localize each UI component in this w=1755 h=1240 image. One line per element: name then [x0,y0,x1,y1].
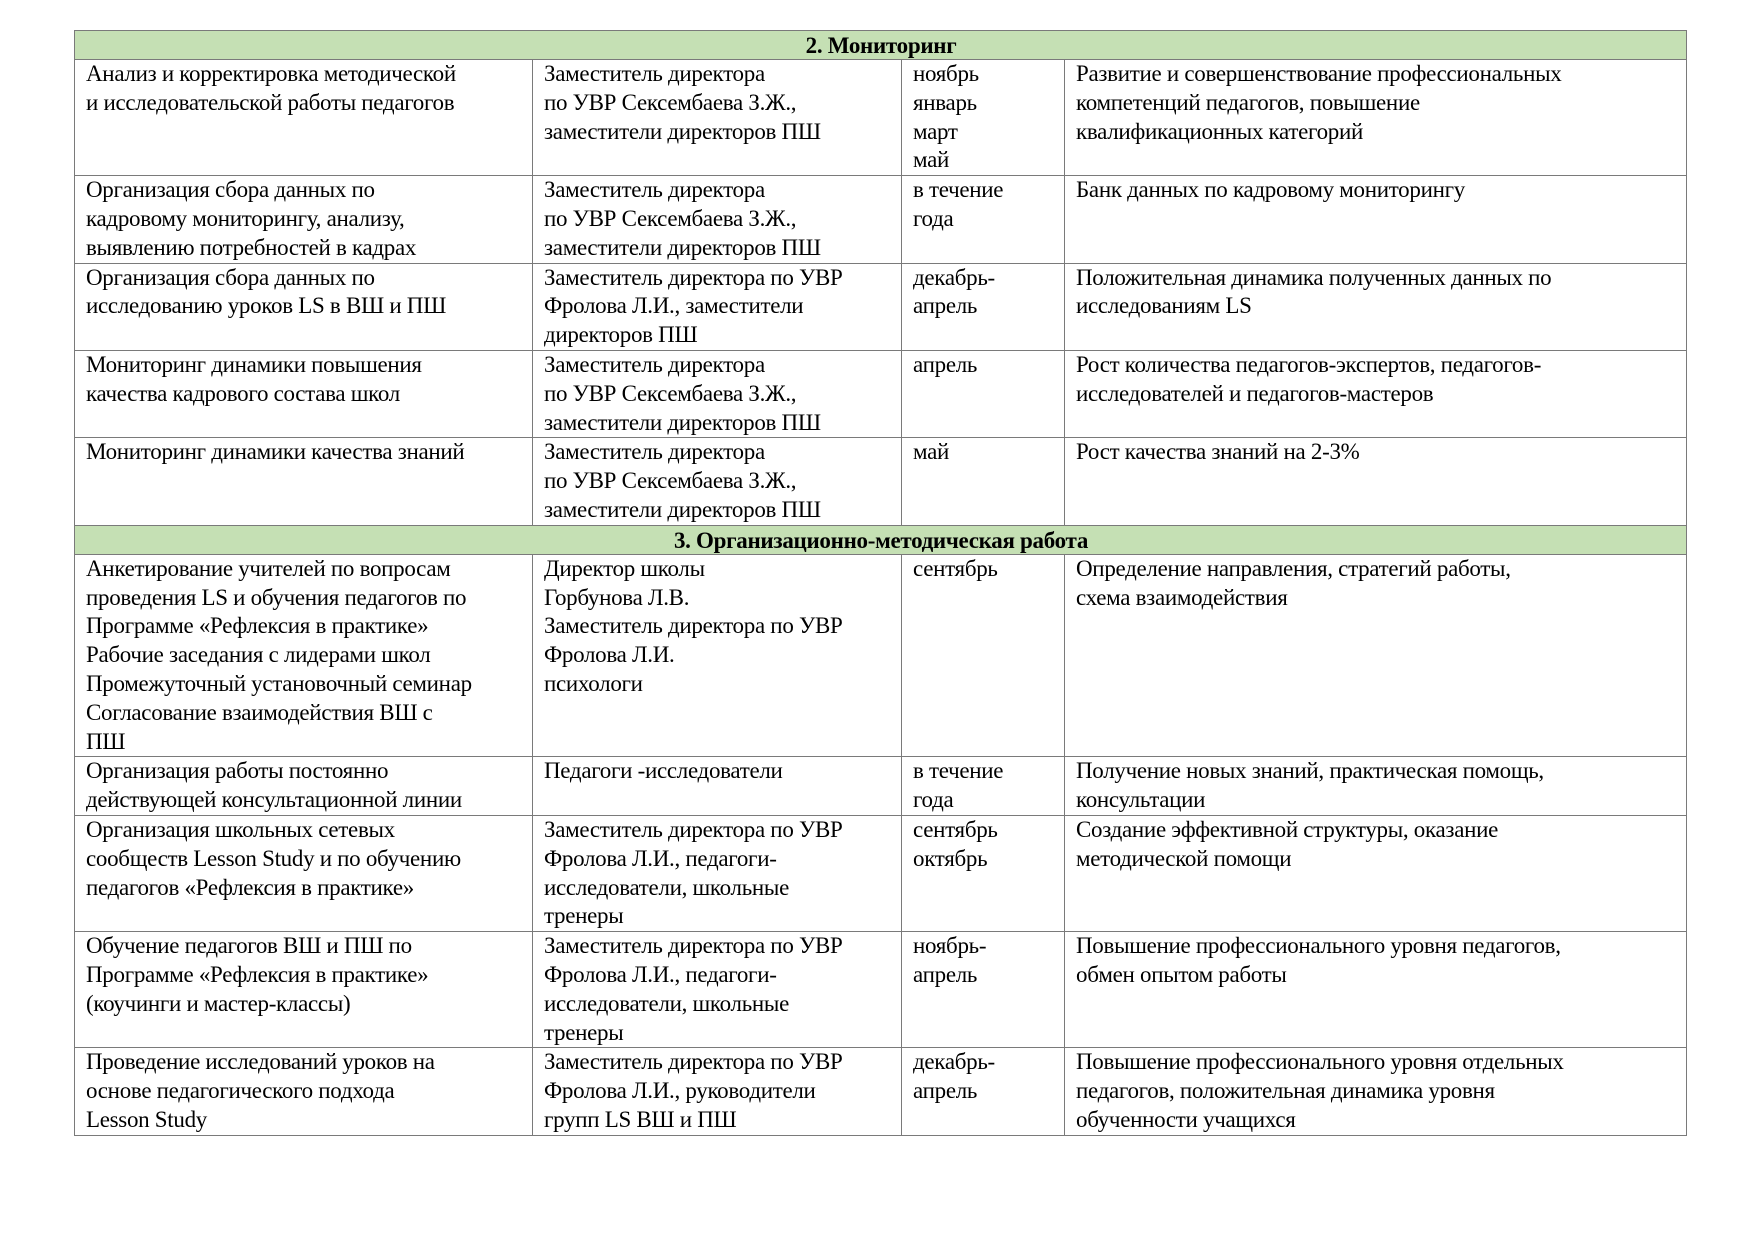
activity-cell: Мониторинг динамики качества знаний [75,438,533,525]
responsible-cell: Заместитель директора по УВР Сексембаева З.Ж., заместители директоров ПШ [533,350,902,437]
result-cell: Определение направления, стратегий работы, схема взаимодействия [1065,554,1687,757]
timing-cell: в течение года [902,757,1065,816]
activity-cell: Организация школьных сетевых сообществ Lesson Study и по обучению педагогов «Рефлексия в практике» [75,815,533,931]
table-row [75,176,1687,263]
responsible-cell: Заместитель директора по УВР Сексембаева З.Ж., заместители директоров ПШ [533,60,902,176]
result-cell: Создание эффективной структуры, оказание методической помощи [1065,815,1687,931]
timing-cell: декабрь- апрель [902,1048,1065,1135]
activity-cell: Мониторинг динамики повышения качества кадрового состава школ [75,350,533,437]
activity-cell: Организация работы постоянно действующей консультационной линии [75,757,533,816]
result-cell: Развитие и совершенствование профессиональных компетенций педагогов, повышение квалификационных категорий [1065,60,1687,176]
section-title: 2. Мониторинг [75,31,1687,60]
table-row [75,554,1687,757]
responsible-cell: Заместитель директора по УВР Фролова Л.И., руководители групп LS ВШ и ПШ [533,1048,902,1135]
timing-cell: сентябрь октябрь [902,815,1065,931]
timing-cell: в течение года [902,176,1065,263]
table-row [75,350,1687,437]
result-cell: Повышение профессионального уровня педагогов, обмен опытом работы [1065,932,1687,1048]
activity-cell: Обучение педагогов ВШ и ПШ по Программе «Рефлексия в практике» (коучинги и мастер-классы) [75,932,533,1048]
activity-cell: Организация сбора данных по исследованию уроков LS в ВШ и ПШ [75,263,533,350]
responsible-cell: Заместитель директора по УВР Фролова Л.И., педагоги- исследователи, школьные тренеры [533,932,902,1048]
document-page [74,30,1686,1136]
section-header-monitoring [75,31,1687,60]
activity-cell: Организация сбора данных по кадровому мониторингу, анализу, выявлению потребностей в кадрах [75,176,533,263]
section-title: 3. Организационно-методическая работа [75,525,1687,554]
result-cell: Рост качества знаний на 2-3% [1065,438,1687,525]
result-cell: Банк данных по кадровому мониторингу [1065,176,1687,263]
timing-cell: сентябрь [902,554,1065,757]
timing-cell: апрель [902,350,1065,437]
activity-cell: Анкетирование учителей по вопросам проведения LS и обучения педагогов по Программе «Рефлексия в практике» Рабочие заседания с лидерами школ Промежуточный установочный семинар Согласование взаимодействия ВШ с ПШ [75,554,533,757]
table-row [75,932,1687,1048]
responsible-cell: Заместитель директора по УВР Фролова Л.И., педагоги- исследователи, школьные тренеры [533,815,902,931]
responsible-cell: Педагоги -исследователи [533,757,902,816]
activity-cell: Проведение исследований уроков на основе педагогического подхода Lesson Study [75,1048,533,1135]
responsible-cell: Директор школы Горбунова Л.В. Заместитель директора по УВР Фролова Л.И. психологи [533,554,902,757]
responsible-cell: Заместитель директора по УВР Фролова Л.И., заместители директоров ПШ [533,263,902,350]
timing-cell: май [902,438,1065,525]
timing-cell: декабрь- апрель [902,263,1065,350]
timing-cell: ноябрь- апрель [902,932,1065,1048]
table-row [75,757,1687,816]
table-row [75,263,1687,350]
table-row [75,60,1687,176]
section-header-organizational-methodical [75,525,1687,554]
responsible-cell: Заместитель директора по УВР Сексембаева З.Ж., заместители директоров ПШ [533,176,902,263]
result-cell: Рост количества педагогов-экспертов, педагогов- исследователей и педагогов-мастеров [1065,350,1687,437]
table-row [75,438,1687,525]
result-cell: Положительная динамика полученных данных по исследованиям LS [1065,263,1687,350]
table-row [75,1048,1687,1135]
responsible-cell: Заместитель директора по УВР Сексембаева З.Ж., заместители директоров ПШ [533,438,902,525]
result-cell: Повышение профессионального уровня отдельных педагогов, положительная динамика уровня обученности учащихся [1065,1048,1687,1135]
result-cell: Получение новых знаний, практическая помощь, консультации [1065,757,1687,816]
activity-cell: Анализ и корректировка методической и исследовательской работы педагогов [75,60,533,176]
work-plan-table [74,30,1687,1136]
timing-cell: ноябрь январь март май [902,60,1065,176]
table-row [75,815,1687,931]
